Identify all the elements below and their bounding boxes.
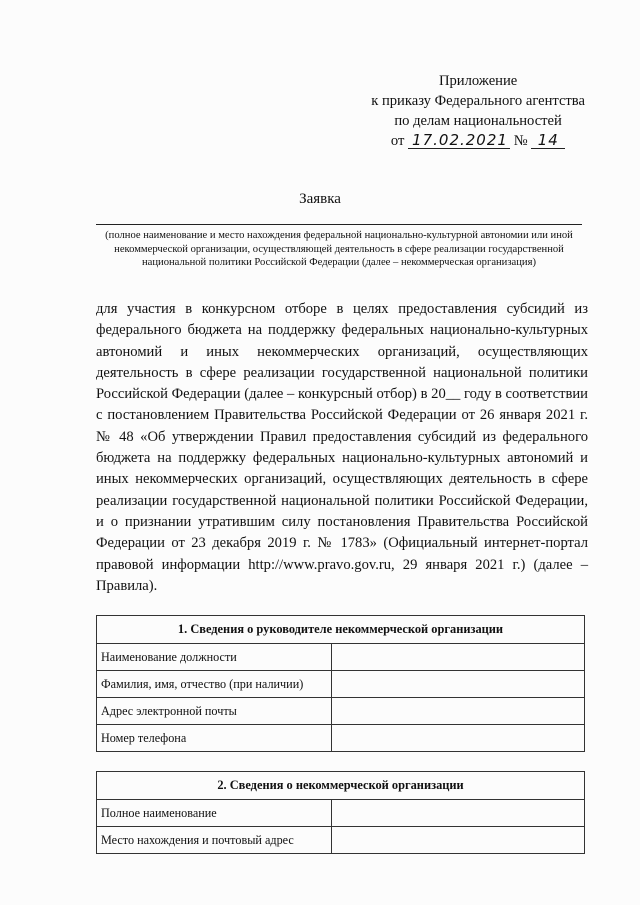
handwritten-date: 17.02.2021 [408,132,510,149]
from-label: от [390,133,405,149]
row-label: Место нахождения и почтовый адрес [97,827,332,854]
appendix-label: Приложение [438,73,518,89]
table-row [97,644,585,671]
row-label: Фамилия, имя, отчество (при наличии) [97,671,332,698]
row-value-field[interactable] [332,725,585,752]
appendix-agency: по делам национальностей [394,113,562,129]
head-info-table [96,615,585,752]
table-row [97,800,585,827]
row-label: Номер телефона [97,725,332,752]
row-value-field[interactable] [332,671,585,698]
organization-info-heading: 2. Сведения о некоммерческой организации [97,772,585,800]
table-row [97,827,585,854]
row-label: Полное наименование [97,800,332,827]
number-label: № [513,133,528,149]
appendix-order-ref: к приказу Федерального агентства [371,93,585,109]
row-label: Наименование должности [97,644,332,671]
organization-info-table [96,771,585,854]
organization-name-fill-line [96,224,582,225]
appendix-date-number [371,131,585,151]
head-info-heading: 1. Сведения о руководителе некоммерческой организации [97,616,585,644]
row-label: Адрес электронной почты [97,698,332,725]
document-title: Заявка [299,191,341,207]
appendix-header [371,71,585,151]
row-value-field[interactable] [332,698,585,725]
row-value-field[interactable] [332,827,585,854]
row-value-field[interactable] [332,644,585,671]
fill-line-caption: (полное наименование и место нахождения федеральной национально-культурной автономии или иной некоммерческой организации, осуществляющей деятельность в сфере реализации государственной национальной политики Российской Федерации (далее – некоммерческая организация) [105,230,573,268]
table-row [97,725,585,752]
table-row [97,698,585,725]
row-value-field[interactable] [332,800,585,827]
handwritten-number: 14 [531,132,565,149]
application-body-text: для участия в конкурсном отборе в целях предоставления субсидий из федерального бюджета на поддержку федеральных национально-культурных автономий и иных некоммерческих организаций, осуществляющих деятельность в сфере реализации государственной национальной политики Российской Федерации (далее – конкурсный отбор) в 20__ году в соответствии с постановлением Правительства Российской Федерации от 26 января 2021 г. № 48 «Об утверждении Правил предоставления субсидий из федерального бюджета на поддержку федеральных национально-культурных автономий и иных некоммерческих организаций, осуществляющих деятельность в сфере реализации государственной национальной политики Российской Федерации, и о признании утратившим силу постановления Правительства Российской Федерации от 23 декабря 2019 г. № 1783» (Официальный интернет-портал правовой информации http://www.pravo.gov.ru, 29 января 2021 г.) (далее – Правила). [96,301,588,594]
table-row [97,671,585,698]
